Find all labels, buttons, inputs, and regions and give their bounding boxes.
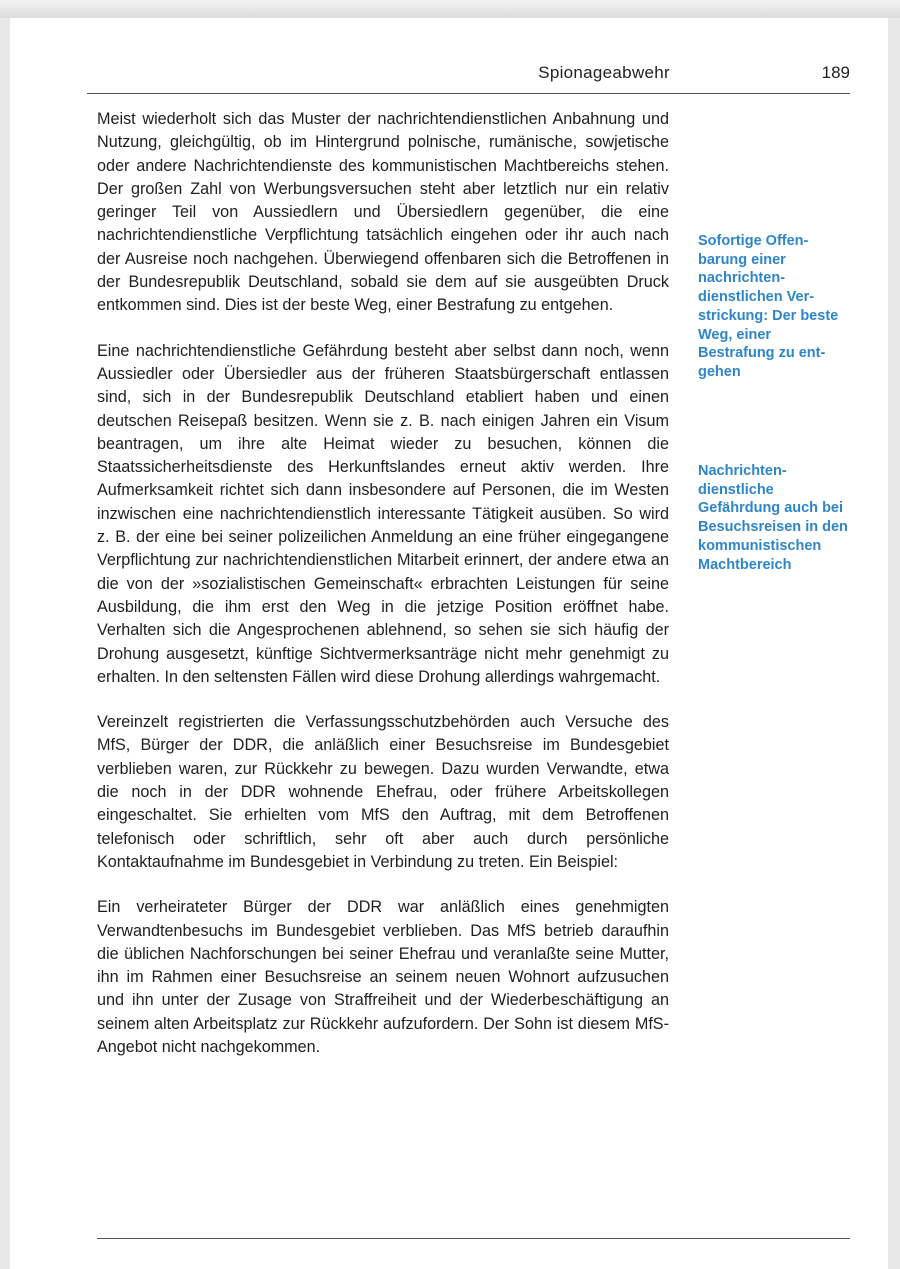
footer-rule <box>97 1238 850 1239</box>
margin-note-travel-risk: Nachrichtendienstliche Gefährdung auch bei Besuchsreisen in den kommunistischen Machtbereich <box>698 463 848 573</box>
paragraph-1: Meist wiederholt sich das Muster der nachrichtendienstlichen Anbahnung und Nutzung, gleichgültig, ob im Hintergrund polnische, rumänische, sowjetische oder andere Nachrichtendienste des kommunistischen Machtbereichs stehen. Der großen Zahl von Werbungsversuchen steht aber letztlich nur ein relativ geringer Teil von Aussiedlern und Übersiedlern gegenüber, die eine nachrichtendienstliche Verpflichtung tatsächlich eingehen oder ihr auch nach der Ausreise noch nachgehen. Überwiegend offenbaren sich die Betroffenen in der Bundesrepublik Deutschland, sobald sie dem auf sie ausgeübten Druck entkommen sind. Dies ist der beste Weg, einer Bestrafung zu entgehen. <box>97 110 669 315</box>
paragraph-2: Eine nachrichtendienstliche Gefährdung besteht aber selbst dann noch, wenn Aussiedler oder Übersiedler aus der früheren Staatsbürgerschaft entlassen sind, sich in der Bundesrepublik Deutschland etabliert haben und einen deutschen Reisepaß besitzen. Wenn sie z. B. nach einigen Jahren ein Visum beantragen, um ihre alte Heimat wieder zu besuchen, können die Staatssicherheitsdienste des Herkunftslandes erneut aktiv werden. Ihre Aufmerksamkeit richtet sich dann insbesondere auf Personen, die im Westen inzwischen eine nachrichtendienstlich interessante Tätigkeit ausüben. So wird z. B. der eine bei seiner polizeilichen Anmeldung an eine früher eingegangene Verpflichtung zur nachrichtendienstlichen Mitarbeit erinnert, der andere etwa an die von der »sozialistischen Gemeinschaft« erbrachten Leistungen für seine Ausbildung, die ihm erst den Weg in die jetzige Position eröffnet habe. Verhalten sich die Angesprochenen ablehnend, so sehen sie sich häufig der Drohung ausgesetzt, künftige Sichtvermerksanträge nicht mehr genehmigt zu erhalten. In den seltensten Fällen wird diese Drohung allerdings wahrgemacht. <box>97 341 669 686</box>
paragraph-4: Ein verheirateter Bürger der DDR war anläßlich eines genehmigten Verwandtenbesuchs im Bundesgebiet verblieben. Das MfS betrieb daraufhin die üblichen Nachforschungen bei seiner Ehefrau und veranlaßte seine Mutter, ihn im Rahmen einer Besuchsreise an seinem neuen Wohnort aufzusuchen und ihn unter der Zusage von Straffreiheit und der Wiederbeschäftigung an seinem alten Arbeitsplatz zur Rückkehr aufzufordern. Der Sohn ist diesem MfS-Angebot nicht nachgekommen. <box>97 898 669 1056</box>
chapter-title: Spionageabwehr <box>538 63 670 82</box>
main-text-column <box>97 108 669 1059</box>
running-header <box>87 47 850 94</box>
paragraph-3: Vereinzelt registrierten die Verfassungsschutzbehörden auch Versuche des MfS, Bürger der DDR, die anläßlich einer Besuchsreise im Bundesgebiet verblieben waren, zur Rückkehr zu bewegen. Dazu wurden Verwandte, etwa die noch in der DDR wohnende Ehefrau, oder frühere Arbeitskollegen eingeschaltet. Sie erhielten vom MfS den Auftrag, mit dem Betroffenen telefonisch oder schriftlich, sehr oft aber auch durch persönliche Kontaktaufnahme im Bundesgebiet in Verbindung zu treten. Ein Beispiel: <box>97 713 669 871</box>
page-number: 189 <box>821 63 850 82</box>
margin-note-disclosure: Sofortige Offenbarung einer nachrichtendienstlichen Verstrickung: Der beste Weg, einer Bestrafung zu entgehen <box>698 233 839 380</box>
page-top-edge <box>0 0 900 18</box>
